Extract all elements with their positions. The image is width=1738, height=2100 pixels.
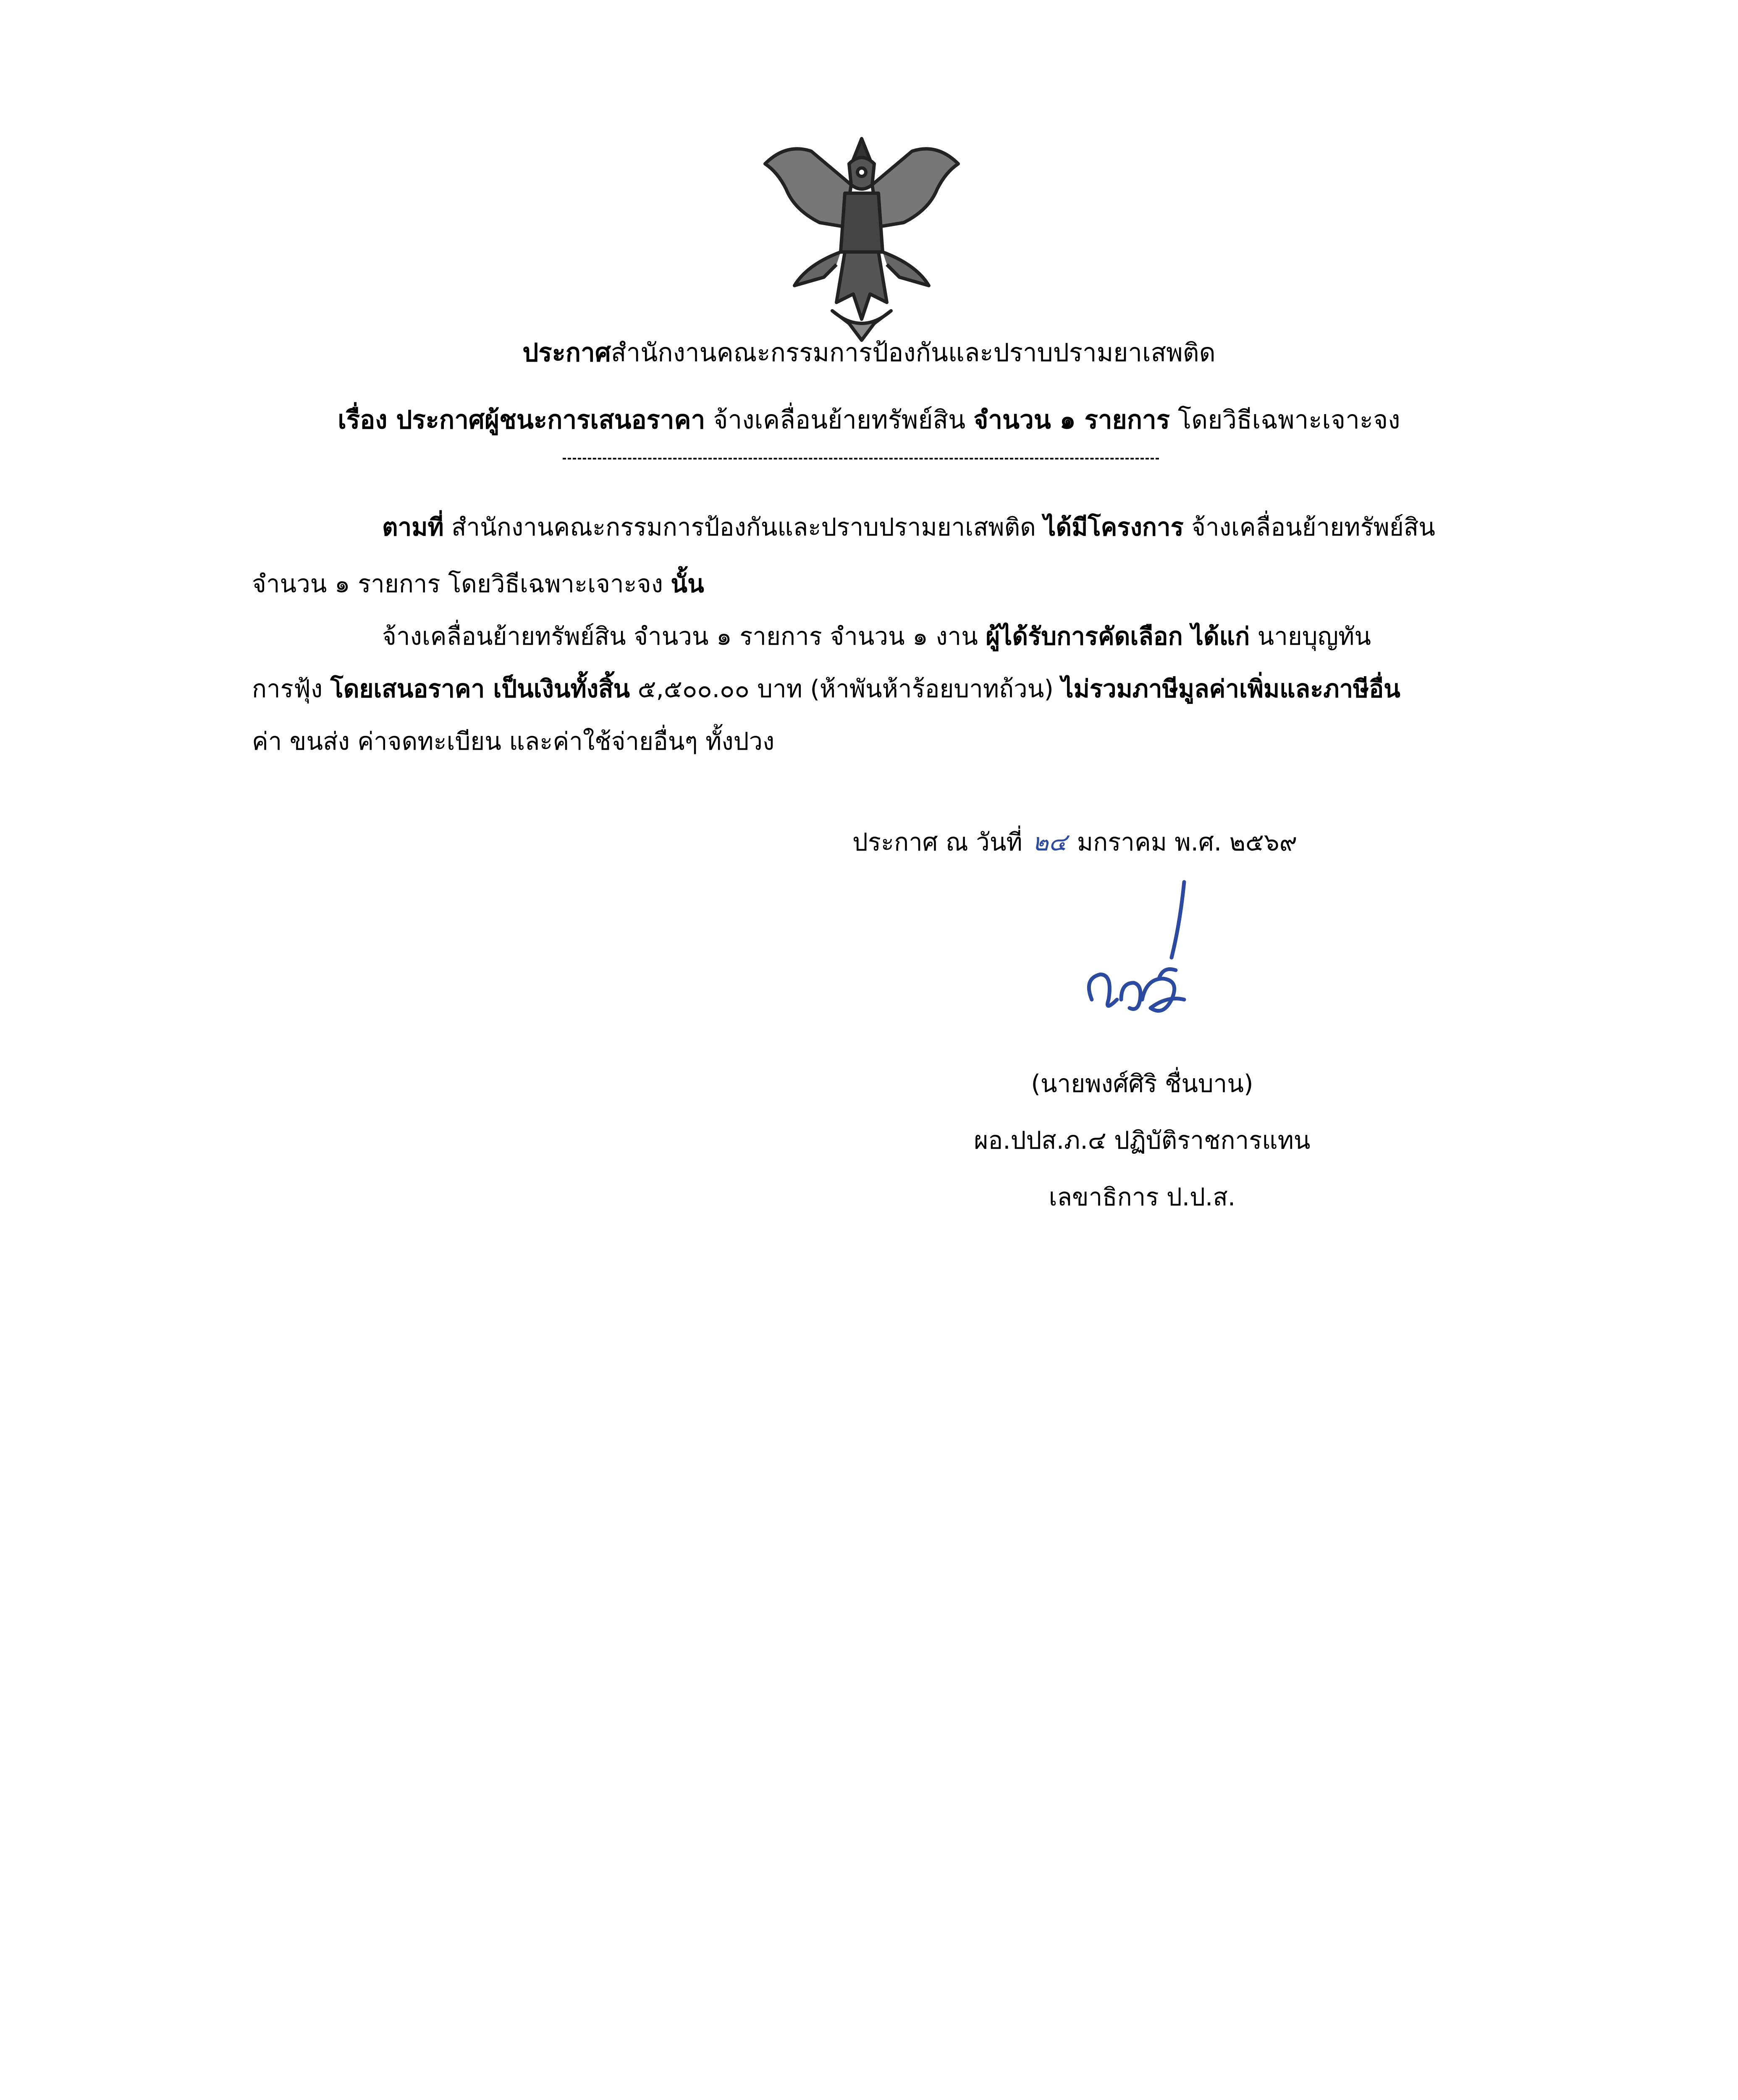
- heading-announce-label: ประกาศ: [522, 338, 611, 368]
- p2-winner-last: การฟุ้ง: [252, 675, 330, 703]
- heading-subject-count: จำนวน ๑ รายการ: [973, 405, 1170, 435]
- signer-position: ผอ.ปปส.ภ.๔ ปฏิบัติราชการแทน: [974, 1126, 1311, 1155]
- heading-subject-method: โดยวิธีเฉพาะเจาะจง: [1169, 405, 1400, 435]
- p2-winner-first: นายบุญทัน: [1250, 622, 1371, 651]
- heading-subject-label: เรื่อง ประกาศผู้ชนะการเสนอราคา: [338, 405, 705, 435]
- paragraph-1-line-1: [382, 510, 1435, 544]
- heading-divider: [563, 458, 1159, 459]
- p2-winner-label: ผู้ได้รับการคัดเลือก ได้แก่: [986, 622, 1250, 651]
- p1-agency: สำนักงานคณะกรรมการป้องกันและปราบปรามยาเสพติด: [443, 513, 1044, 541]
- heading-agency: สำนักงานคณะกรรมการป้องกันและปราบปรามยาเสพติด: [611, 338, 1216, 368]
- heading-line-1: [0, 336, 1738, 370]
- p2-tax-note: ไม่รวมภาษีมูลค่าเพิ่มและภาษีอื่น: [1061, 675, 1400, 703]
- signer-name: (นายพงศ์ศิริ ชื่นบาน): [1031, 1069, 1253, 1098]
- p2-item: จ้างเคลื่อนย้ายทรัพย์สิน จำนวน ๑ รายการ จำนวน ๑ งาน: [382, 622, 986, 651]
- p2-costs-note: ค่า ขนส่ง ค่าจดทะเบียน และค่าใช้จ่ายอื่นๆ ทั้งปวง: [252, 727, 775, 756]
- heading-line-2: [0, 403, 1738, 437]
- signer-title: เลขาธิการ ป.ป.ส.: [1049, 1183, 1236, 1211]
- p1-end: นั้น: [671, 570, 704, 598]
- paragraph-2-line-2: [252, 672, 1400, 706]
- paragraph-2-line-3: [252, 724, 774, 758]
- garuda-emblem: [748, 126, 975, 344]
- paragraph-2-line-1: [382, 620, 1371, 653]
- date-month-year: มกราคม พ.ศ. ๒๕๖๙: [1077, 828, 1298, 856]
- date-prefix: ประกาศ ณ วันที่: [852, 828, 1022, 856]
- p2-price-label: โดยเสนอราคา เป็นเงินทั้งสิ้น: [330, 675, 630, 703]
- announcement-date: [852, 825, 1297, 859]
- signature: [1058, 874, 1226, 1033]
- p1-lead: ตามที่: [382, 513, 444, 541]
- p1-project-label: ได้มีโครงการ: [1043, 513, 1184, 541]
- p1-project: จ้างเคลื่อนย้ายทรัพย์สิน: [1183, 513, 1435, 541]
- p2-price: ๕,๕๐๐.๐๐ บาท (ห้าพันห้าร้อยบาทถ้วน): [630, 675, 1062, 703]
- date-day-handwritten: ๒๔: [1032, 828, 1067, 856]
- heading-subject-mid: จ้างเคลื่อนย้ายทรัพย์สิน: [705, 405, 974, 435]
- paragraph-1-line-2: [252, 567, 704, 601]
- p1-line2: จำนวน ๑ รายการ โดยวิธีเฉพาะเจาะจง: [252, 570, 671, 598]
